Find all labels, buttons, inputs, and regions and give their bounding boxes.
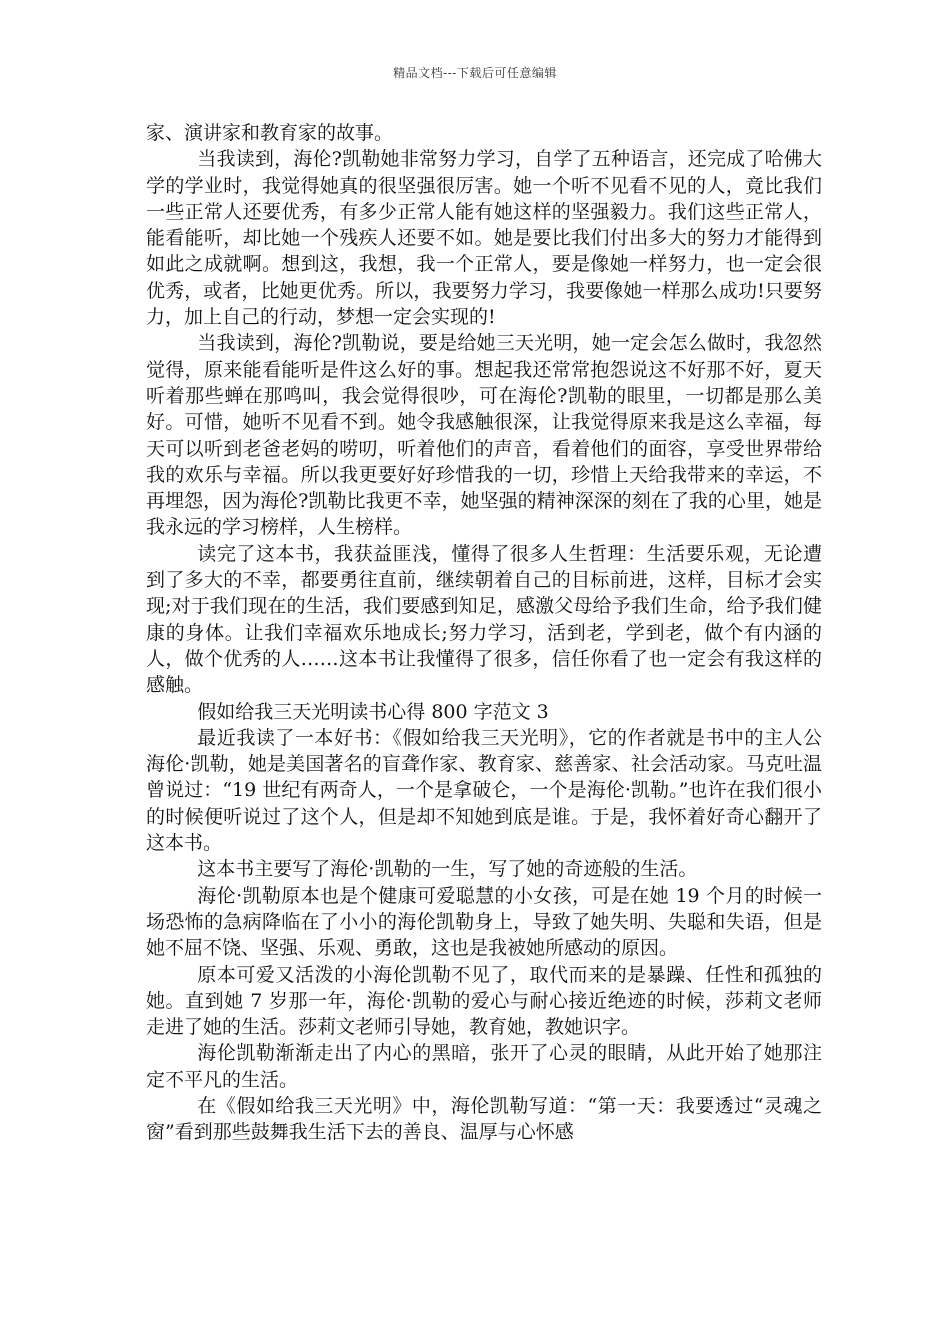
essay-title: 假如给我三天光明读书心得 800 字范文 3 <box>197 700 549 723</box>
paragraph-book-intro: 最近我读了一本好书：《假如给我三天光明》，它的作者就是书中的主人公海伦·凯勒，她是美国著名的盲聋作家、教育家、慈善家、社会活动家。马克吐温曾说过：“19 世纪有两奇人，一个是拿破仑，一个是海伦·凯勒。”也许在我们很小的时候便听说过了这个人，但是却不知她到底是谁。于是，我怀着好奇心翻开了这本书。 <box>146 726 822 855</box>
paragraph-teacher: 原本可爱又活泼的小海伦凯勒不见了，取代而来的是暴躁、任性和孤独的她。直到她 7 岁那一年，海伦·凯勒的爱心与耐心接近绝迹的时候，莎莉文老师走进了她的生活。莎莉文老师引导她，教育她，教她识字。 <box>146 963 822 1039</box>
paragraph-out-of-darkness: 海伦凯勒渐渐走出了内心的黑暗，张开了心灵的眼睛，从此开始了她那注定不平凡的生活。 <box>146 1042 822 1091</box>
paragraph-intro-fragment: 家、演讲家和教育家的故事。 <box>146 122 394 144</box>
page-header: 精品文档---下载后可任意编辑 <box>393 66 557 80</box>
paragraph-conclusion: 读完了这本书，我获益匪浅，懂得了很多人生哲理：生活要乐观，无论遭到了多大的不幸，都要勇往直前，继续朝着自己的目标前进，这样，目标才会实现;对于我们现在的生活，我们要感到知足，感激父母给予我们生命，给予我们健康的身体。让我们幸福欢乐地成长;努力学习，活到老，学到老，做个有内涵的人，做个优秀的人……这本书让我懂得了很多，信任你看了也一定会有我这样的感触。 <box>146 542 822 697</box>
paragraph-three-days-sight: 当我读到，海伦?凯勒说，要是给她三天光明，她一定会怎么做时，我忽然觉得，原来能看能听是件这么好的事。想起我还常常抱怨说这不好那不好，夏天听着那些蝉在那鸣叫，我会觉得很吵，可在海伦?凯勒的眼里，一切都是那么美好。可惜，她听不见看不到。她令我感触很深，让我觉得原来我是这么幸福，每天可以听到老爸老妈的唠叨，听着他们的声音，看着他们的面容，享受世界带给我的欢乐与幸福。所以我更要好好珍惜我的一切，珍惜上天给我带来的幸运，不再埋怨，因为海伦?凯勒比我更不幸，她坚强的精神深深的刻在了我的心里，她是我永远的学习榜样，人生榜样。 <box>146 332 822 539</box>
document-body <box>146 120 822 1146</box>
paragraph-first-day: 在《假如给我三天光明》中，海伦凯勒写道：“第一天：我要透过“灵魂之窗”看到那些鼓舞我生活下去的善良、温厚与心怀感 <box>146 1094 822 1144</box>
paragraph-study-hard: 当我读到，海伦?凯勒她非常努力学习，自学了五种语言，还完成了哈佛大学的学业时，我觉得她真的很坚强很厉害。她一个听不见看不见的人，竟比我们一些正常人还要优秀，有多少正常人能有她这样的坚强毅力。我们这些正常人，能看能听，却比她一个残疾人还要不如。她是要比我们付出多大的努力才能得到如此之成就啊。想到这，我想，我一个正常人，要是像她一样努力，也一定会很优秀，或者，比她更优秀。所以，我要努力学习，我要像她一样那么成功!只要努力，加上自己的行动，梦想一定会实现的! <box>146 148 822 329</box>
paragraph-book-summary: 这本书主要写了海伦·凯勒的一生，写了她的奇迹般的生活。 <box>197 858 698 881</box>
paragraph-illness: 海伦·凯勒原本也是个健康可爱聪慧的小女孩，可是在她 19 个月的时候一场恐怖的急病降临在了小小的海伦凯勒身上，导致了她失明、失聪和失语，但是她不屈不饶、坚强、乐观、勇敢，这也是我被她所感动的原因。 <box>146 884 822 960</box>
